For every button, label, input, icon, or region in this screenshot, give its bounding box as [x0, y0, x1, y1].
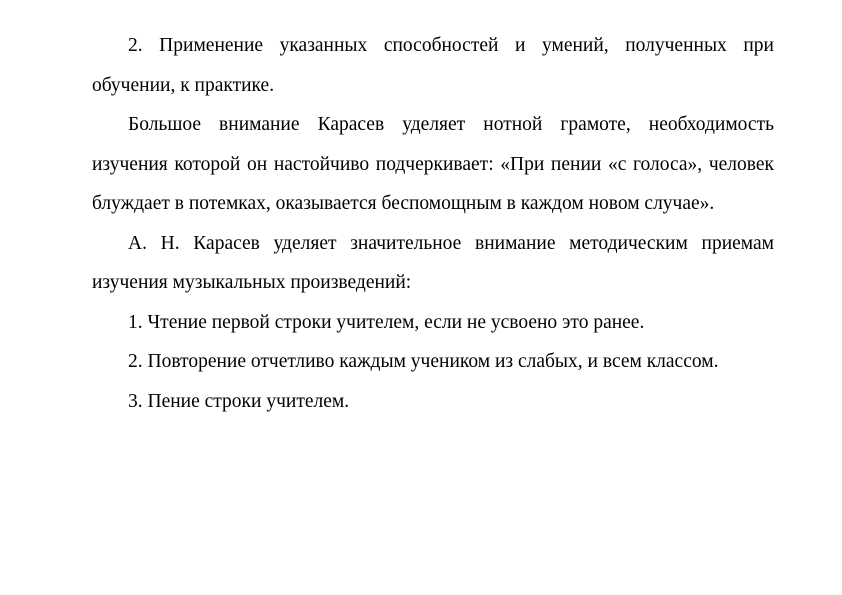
document-body — [92, 26, 774, 421]
list-item-singing-line: 3. Пение строки учителем. — [128, 390, 350, 412]
paragraph-application-practice: 2. Применение указанных способностей и умений, полученных при обучении, к практике. — [92, 35, 774, 96]
list-item-repetition: 2. Повторение отчетливо каждым учеником из слабых, и всем классом. — [128, 351, 719, 372]
paragraph-notation-attention: Большое внимание Карасев уделяет нотной грамоте, необходимость изучения которой он настойчиво подчеркивает: «При пении «с голоса», человек блуждает в потемках, оказывается беспомощным в каждом новом случае». — [92, 114, 774, 214]
list-item-reading-first-line: 1. Чтение первой строки учителем, если не усвоено это ранее. — [128, 311, 645, 333]
paragraph-methodical-techniques: А. Н. Карасев уделяет значительное внимание методическим приемам изучения музыкальных произведений: — [92, 232, 774, 293]
